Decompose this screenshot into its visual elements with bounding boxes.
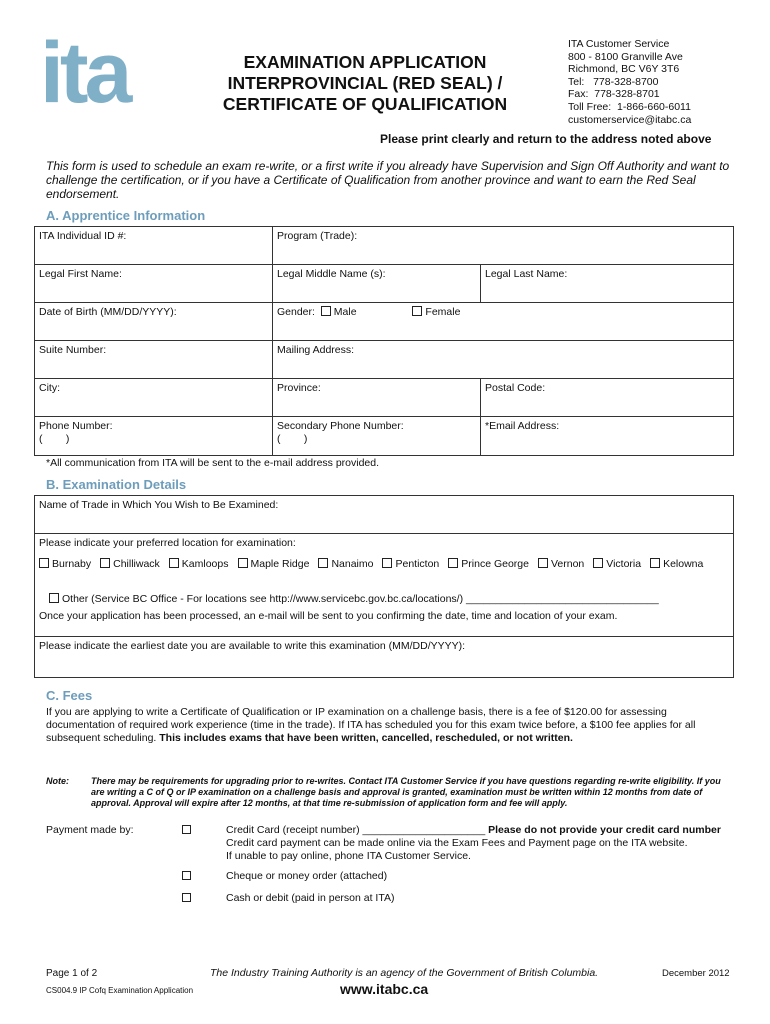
- exam-details-table: [34, 495, 734, 678]
- location-field: [35, 534, 733, 636]
- checkbox[interactable]: [182, 893, 191, 902]
- female-label: Female: [425, 306, 461, 318]
- male-label: Male: [333, 306, 357, 318]
- city-field[interactable]: City:: [35, 379, 273, 416]
- location-option[interactable]: Kamloops: [169, 558, 229, 571]
- table-row: [35, 496, 733, 534]
- location-option[interactable]: Kelowna: [650, 558, 703, 571]
- other-location-label: Other (Service BC Office - For locations see http://www.servicebc.gov.bc.ca/locations/) _________________________________: [62, 593, 659, 605]
- ita-logo: [40, 25, 155, 125]
- payment-label: Payment made by:: [46, 824, 134, 836]
- location-option[interactable]: Penticton: [382, 558, 439, 571]
- note-block: [46, 776, 736, 808]
- ita-id-field[interactable]: ITA Individual ID #:: [35, 227, 273, 264]
- contact-address-2: Richmond, BC V6Y 3T6: [568, 63, 680, 76]
- table-row: [35, 637, 733, 677]
- first-name-field[interactable]: Legal First Name:: [35, 265, 273, 302]
- contact-block: [568, 38, 691, 126]
- section-c-heading: C. Fees: [46, 688, 93, 703]
- contact-email: customerservice@itabc.ca: [568, 113, 692, 126]
- note-label: Note:: [46, 776, 69, 786]
- postal-code-field[interactable]: Postal Code:: [485, 382, 546, 394]
- last-name-field[interactable]: Legal Last Name:: [485, 268, 568, 280]
- table-row: [35, 265, 733, 303]
- page-number: Page 1 of 2: [46, 968, 98, 979]
- checkbox[interactable]: [39, 558, 49, 568]
- communication-note: *All communication from ITA will be sent to the e-mail address provided.: [46, 457, 380, 469]
- phone-field[interactable]: [35, 417, 273, 455]
- section-b-heading: B. Examination Details: [46, 477, 187, 492]
- checkbox[interactable]: [49, 593, 59, 603]
- credit-card-warning: Please do not provide your credit card number: [488, 824, 721, 836]
- dob-field[interactable]: Date of Birth (MM/DD/YYYY):: [35, 303, 273, 340]
- checkbox[interactable]: [448, 558, 458, 568]
- suite-field[interactable]: Suite Number:: [35, 341, 273, 378]
- location-option[interactable]: Burnaby: [39, 558, 91, 571]
- title-line-1: EXAMINATION APPLICATION: [243, 52, 487, 72]
- gender-label: Gender:: [277, 306, 315, 318]
- form-code: CS004.9 IP Cofq Examination Application: [46, 986, 194, 995]
- phone-label: Phone Number:: [39, 420, 113, 432]
- location-options: [39, 558, 729, 571]
- checkbox[interactable]: [182, 871, 191, 880]
- form-title: [215, 52, 515, 115]
- checkbox[interactable]: [593, 558, 603, 568]
- program-field[interactable]: Program (Trade):: [277, 230, 358, 242]
- location-option[interactable]: Victoria: [593, 558, 641, 571]
- checkbox[interactable]: [318, 558, 328, 568]
- title-line-2: INTERPROVINCIAL (RED SEAL) /: [227, 73, 503, 93]
- location-option[interactable]: Vernon: [538, 558, 584, 571]
- location-option[interactable]: Chilliwack: [100, 558, 160, 571]
- other-location-option[interactable]: [49, 593, 729, 606]
- contact-fax: Fax: 778-328-8701: [568, 88, 660, 101]
- location-prompt: Please indicate your preferred location for examination:: [39, 537, 296, 549]
- logo-text: ita: [40, 25, 129, 121]
- cash-label: Cash or debit (paid in person at ITA): [226, 892, 395, 904]
- earliest-date-field[interactable]: Please indicate the earliest date you are available to write this examination (MM/DD/YYYY):: [39, 640, 466, 652]
- table-row: [35, 534, 733, 637]
- checkbox[interactable]: [650, 558, 660, 568]
- contact-name: ITA Customer Service: [568, 38, 670, 50]
- location-option[interactable]: Maple Ridge: [238, 558, 310, 571]
- cheque-label: Cheque or money order (attached): [226, 870, 388, 882]
- section-a-heading: A. Apprentice Information: [46, 208, 206, 223]
- female-checkbox[interactable]: [412, 306, 422, 316]
- credit-card-text: Credit Card (receipt number) _____________________ Please do not provide your credit card number Credit card payment can be made online via the Exam Fees and Payment page on the ITA website. If unable to pay online, phone ITA Customer Service.: [226, 824, 746, 862]
- trade-name-field[interactable]: Name of Trade in Which You Wish to Be Examined:: [39, 499, 279, 511]
- note-body: There may be requirements for upgrading prior to re-writes. Contact ITA Customer Service if you have questions regarding re-write eligibility. If you are writing a C of Q or IP examination on a challenge basis and approval is granted, examination must be written within 12 months from date of approval. Approval will expire after 12 months, at that time re-submission of application form and fee will apply.: [91, 776, 721, 808]
- processed-note: Once your application has been processed, an e-mail will be sent to you confirming the date, time and location of your exam.: [39, 610, 618, 622]
- secondary-phone-field[interactable]: [273, 417, 481, 455]
- fees-body-bold: This includes exams that have been written, cancelled, rescheduled, or not written.: [159, 732, 573, 744]
- table-row: [35, 379, 733, 417]
- table-row: [35, 303, 733, 341]
- fees-text: [46, 706, 726, 745]
- phone-area-code: ( ): [39, 433, 70, 445]
- contact-address-1: 800 - 8100 Granville Ave: [568, 50, 683, 63]
- location-option[interactable]: Nanaimo: [318, 558, 373, 571]
- checkbox[interactable]: [100, 558, 110, 568]
- email-field[interactable]: *Email Address:: [485, 420, 560, 432]
- apprentice-info-table: [34, 226, 734, 456]
- credit-card-line-2: Credit card payment can be made online via the Exam Fees and Payment page on the ITA website.: [226, 836, 688, 849]
- fees-body: If you are applying to write a Certificate of Qualification or IP examination on a challenge basis, there is a fee of $120.00 for assessing documentation of required work experience (time in the trade). If ITA has scheduled you for this exam twice before, a $100 fee applies for all subsequent scheduling.: [46, 706, 696, 744]
- website-link[interactable]: www.itabc.ca: [340, 981, 429, 997]
- checkbox[interactable]: [538, 558, 548, 568]
- revision-date: December 2012: [662, 968, 730, 979]
- print-instruction: Please print clearly and return to the address noted above: [380, 132, 712, 146]
- intro-text: This form is used to schedule an exam re-write, or a first write if you already have Supervision and Sign Off Authority and want to challenge the certification, or if you have a Certificate of Qualification from another province and want to earn the Red Seal endorsement.: [46, 159, 730, 201]
- checkbox[interactable]: [382, 558, 392, 568]
- province-field[interactable]: Province:: [273, 379, 481, 416]
- gender-field: [273, 303, 733, 340]
- agency-statement: The Industry Training Authority is an agency of the Government of British Columbia.: [210, 967, 599, 979]
- credit-card-line-3: If unable to pay online, phone ITA Customer Service.: [226, 849, 471, 862]
- table-row: [35, 417, 733, 455]
- checkbox[interactable]: [238, 558, 248, 568]
- location-option[interactable]: Prince George: [448, 558, 529, 571]
- secondary-phone-label: Secondary Phone Number:: [277, 420, 404, 432]
- secondary-area-code: ( ): [277, 433, 308, 445]
- table-row: [35, 341, 733, 379]
- middle-name-field[interactable]: Legal Middle Name (s):: [273, 265, 481, 302]
- table-row: [35, 227, 733, 265]
- contact-toll-free: Toll Free: 1-866-660-6011: [568, 100, 691, 113]
- mailing-address-field[interactable]: Mailing Address:: [277, 344, 355, 356]
- checkbox[interactable]: [169, 558, 179, 568]
- checkbox[interactable]: [182, 825, 191, 834]
- male-checkbox[interactable]: [321, 306, 331, 316]
- contact-tel: Tel: 778-328-8700: [568, 75, 659, 88]
- title-line-3: CERTIFICATE OF QUALIFICATION: [222, 94, 508, 114]
